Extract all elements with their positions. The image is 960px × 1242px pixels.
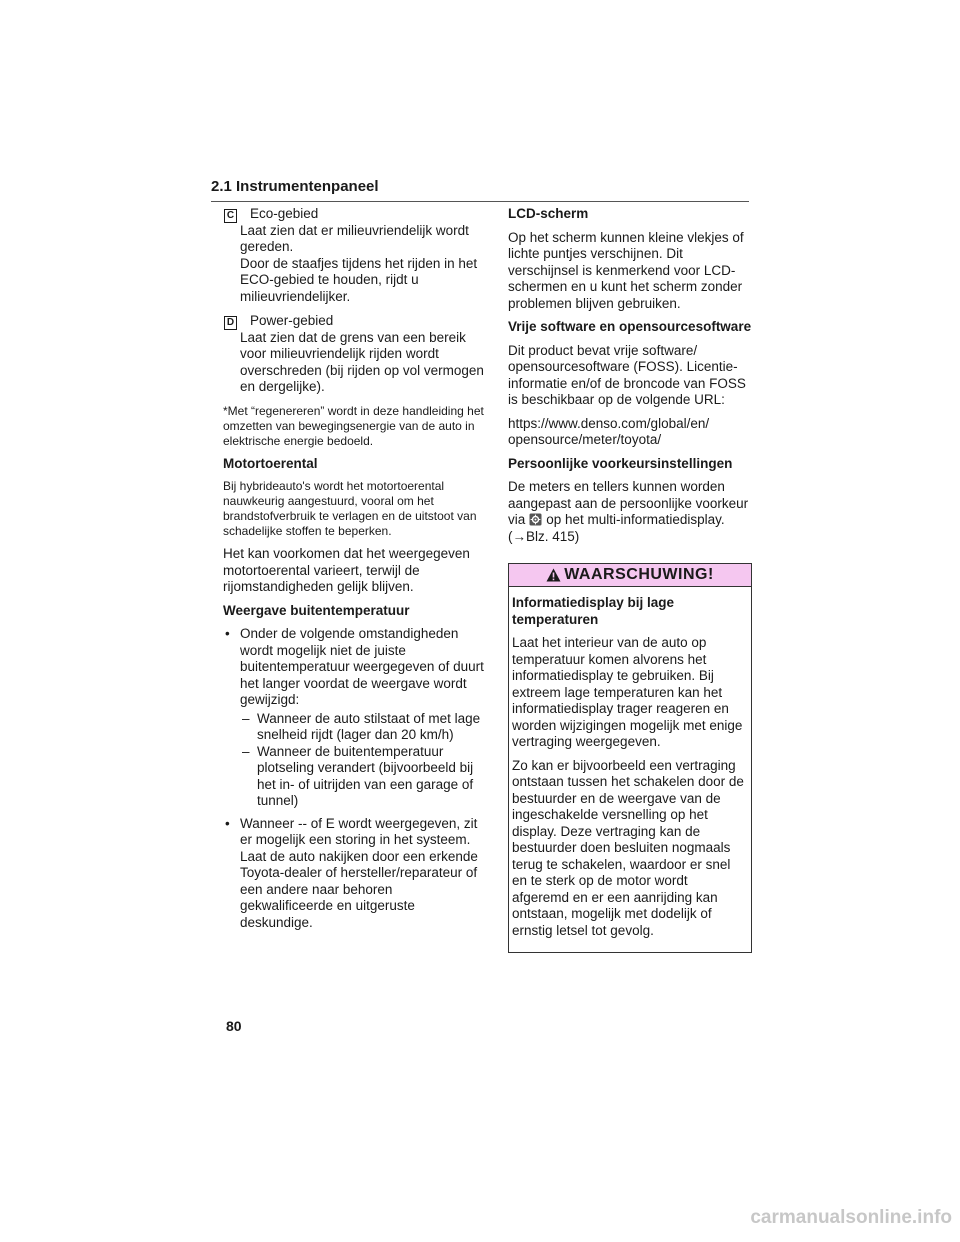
watermark: carmanualsonline.info xyxy=(750,1207,952,1228)
warning-triangle-icon xyxy=(546,568,561,582)
personal-ref-link[interactable]: (→Blz. 415) xyxy=(508,528,580,544)
item-d-title: Power-gebied xyxy=(250,313,334,328)
page-number: 80 xyxy=(226,1018,242,1034)
right-column xyxy=(508,206,752,953)
personal-text-after: op het multi-informatiedisplay. xyxy=(546,512,725,527)
label-d-badge: D xyxy=(224,316,237,330)
temperatuur-bullet-2: • Wanneer -- of E wordt weergegeven, zit er mogelijk een storing in het systeem. Laat de auto nakijken door een erkende Toyota-dealer of hersteller/reparateur of een andere naar behoren gekwalificeerde en uitgeruste deskundige. xyxy=(223,816,489,932)
lcd-text: Op het scherm kunnen kleine vlekjes of lichte puntjes verschijnen. Dit verschijnsel is kenmerkend voor LCD-schermen en u kunt het scherm zonder problemen blijven gebruiken. xyxy=(508,229,744,311)
personal-text xyxy=(508,479,752,545)
warning-box xyxy=(508,563,752,953)
left-column xyxy=(223,206,489,938)
foss-text: Dit product bevat vrije software/ opensourcesoftware (FOSS). Licentie-informatie en/of de broncode van FOSS is beschikbaar op de volgende URL: xyxy=(508,342,746,407)
item-c-title: Eco-gebied xyxy=(250,206,319,221)
warning-title: WAARSCHUWING! xyxy=(564,565,714,583)
item-c-line-1: Laat zien dat er milieuvriendelijk wordt gereden. xyxy=(240,222,469,254)
temperatuur-dash-1: – Wanneer de auto stilstaat of met lage snelheid rijdt (lager dan 20 km/h) xyxy=(240,711,489,744)
lcd-heading: LCD-scherm xyxy=(508,206,589,221)
item-d xyxy=(223,313,489,396)
settings-gear-icon xyxy=(529,513,542,526)
warning-header xyxy=(509,564,751,587)
warning-body xyxy=(509,587,751,952)
item-d-line-1: Laat zien dat de grens van een bereik voor milieuvriendelijk rijden wordt overschreden (bij rijden op vol vermogen en dergelijke). xyxy=(240,329,484,394)
motortoerental-text: Het kan voorkomen dat het weergegeven motortoerental varieert, terwijl de rijomstandigheden gelijk blijven. xyxy=(223,546,470,594)
label-c-badge: C xyxy=(224,209,237,223)
temperatuur-dash-2: – Wanneer de buitentemperatuur plotseling verandert (bijvoorbeeld bij het in- of uitrijden van een garage of tunnel) xyxy=(240,744,489,810)
motortoerental-note: Bij hybrideauto's wordt het motortoerental nauwkeurig aangestuurd, vooral om het brandstofverbruik te verlagen en de uitstoot van schadelijke stoffen te beperken. xyxy=(223,479,477,538)
temperatuur-heading: Weergave buitentemperatuur xyxy=(223,602,410,618)
temperatuur-sublist xyxy=(240,711,489,810)
motortoerental-heading: Motortoerental xyxy=(223,455,318,471)
temperatuur-list xyxy=(223,626,489,931)
warning-paragraph-2: Zo kan er bijvoorbeeld een vertraging ontstaan tussen het schakelen door de bestuurder en de weergave van de ingeschakelde versnelling op het display. Deze vertraging kan de bestuurder doen besluiten nogmaals terug te schakelen, waardoor er snel en te sterk op de motor wordt afgeremd en er een aanrijding kan ontstaan, mogelijk met dodelijk of ernstig letsel tot gevolg. xyxy=(512,757,744,938)
list-item xyxy=(223,626,489,810)
foss-heading: Vrije software en opensourcesoftware xyxy=(508,319,752,334)
warning-paragraph-1: Laat het interieur van de auto op temperatuur komen alvorens het informatiedisplay te gebruiken. Bij extreem lage temperaturen kan het informatiedisplay trager reageren en worden wijzigingen mogelijk met enige vertraging weergegeven. xyxy=(512,635,743,749)
foss-url: https://www.denso.com/global/en/ opensource/meter/toyota/ xyxy=(508,415,710,447)
personal-heading: Persoonlijke voorkeursinstellingen xyxy=(508,455,733,471)
item-c xyxy=(223,206,489,305)
personal-text-before: De meters en tellers kunnen worden aangepast aan de persoonlijke voorkeur via xyxy=(508,479,749,527)
footnote: *Met “regenereren” wordt in deze handleiding het omzetten van bewegingsenergie van de auto in elektrische energie bedoeld. xyxy=(223,403,484,448)
temperatuur-bullet-1: Onder de volgende omstandigheden wordt mogelijk niet de juiste buitentemperatuur weergegeven of duurt het langer voordat de weergave wordt gewijzigd: xyxy=(240,626,484,707)
warning-subheading: Informatiedisplay bij lage temperaturen xyxy=(512,595,675,627)
item-c-line-2: Door de staafjes tijdens het rijden in het ECO-gebied te houden, rijdt u milieuvriendelijker. xyxy=(240,255,478,304)
section-header: 2.1 Instrumentenpaneel xyxy=(211,178,749,202)
